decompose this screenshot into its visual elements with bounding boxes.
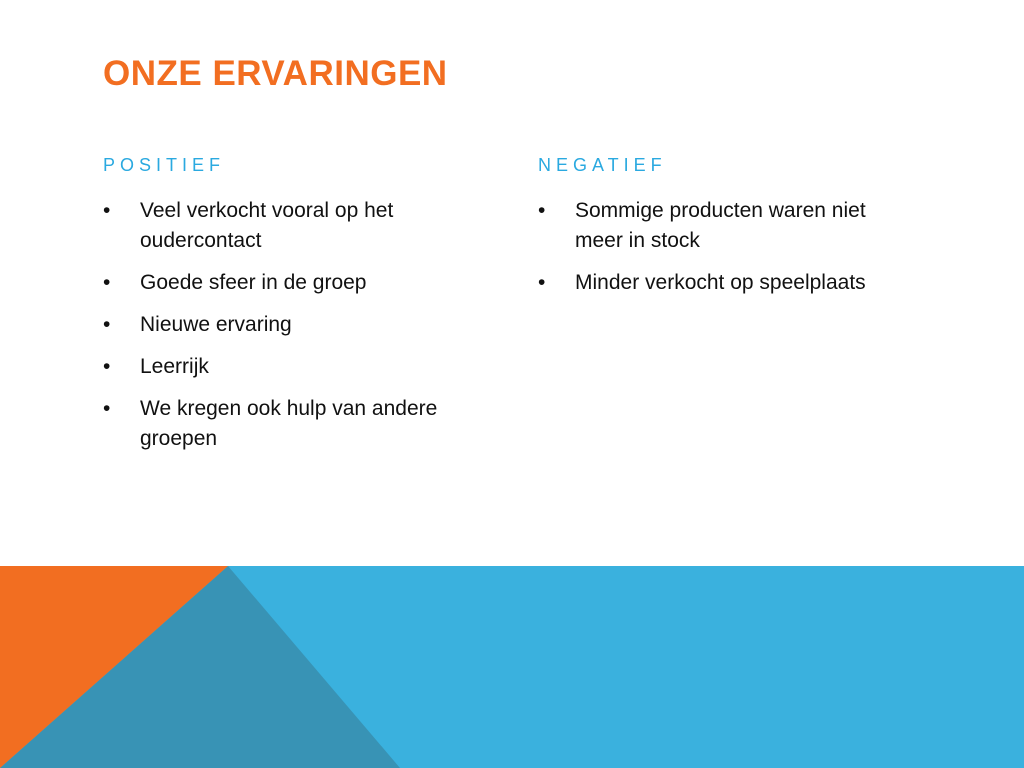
bullet-list-positief: [103, 196, 483, 454]
footer-decoration: [0, 566, 1024, 768]
bullet-icon: •: [103, 313, 111, 336]
list-item-text: Sommige producten waren niet meer in stock: [575, 199, 866, 252]
column-heading-positief: POSITIEF: [103, 155, 226, 175]
bullet-list-negatief: [538, 196, 918, 298]
bullet-icon: •: [103, 271, 111, 294]
list-item: [103, 268, 483, 298]
column-negatief: [538, 152, 918, 310]
bullet-icon: •: [103, 397, 111, 420]
bullet-icon: •: [538, 271, 546, 294]
column-positief: [103, 152, 483, 466]
slide-title: ONZE ERVARINGEN: [103, 54, 448, 93]
column-heading-negatief: NEGATIEF: [538, 155, 667, 175]
list-item-text: Goede sfeer in de groep: [140, 271, 367, 294]
list-item-text: We kregen ook hulp van andere groepen: [140, 397, 438, 450]
list-item: [103, 394, 483, 454]
list-item-text: Nieuwe ervaring: [140, 313, 292, 336]
list-item: [538, 196, 918, 256]
list-item: [103, 352, 483, 382]
list-item: [103, 310, 483, 340]
list-item: [103, 196, 483, 256]
bullet-icon: •: [103, 199, 111, 222]
list-item-text: Minder verkocht op speelplaats: [575, 271, 866, 294]
list-item: [538, 268, 918, 298]
bullet-icon: •: [538, 199, 546, 222]
list-item-text: Leerrijk: [140, 355, 209, 378]
bullet-icon: •: [103, 355, 111, 378]
list-item-text: Veel verkocht vooral op het oudercontact: [140, 199, 394, 252]
